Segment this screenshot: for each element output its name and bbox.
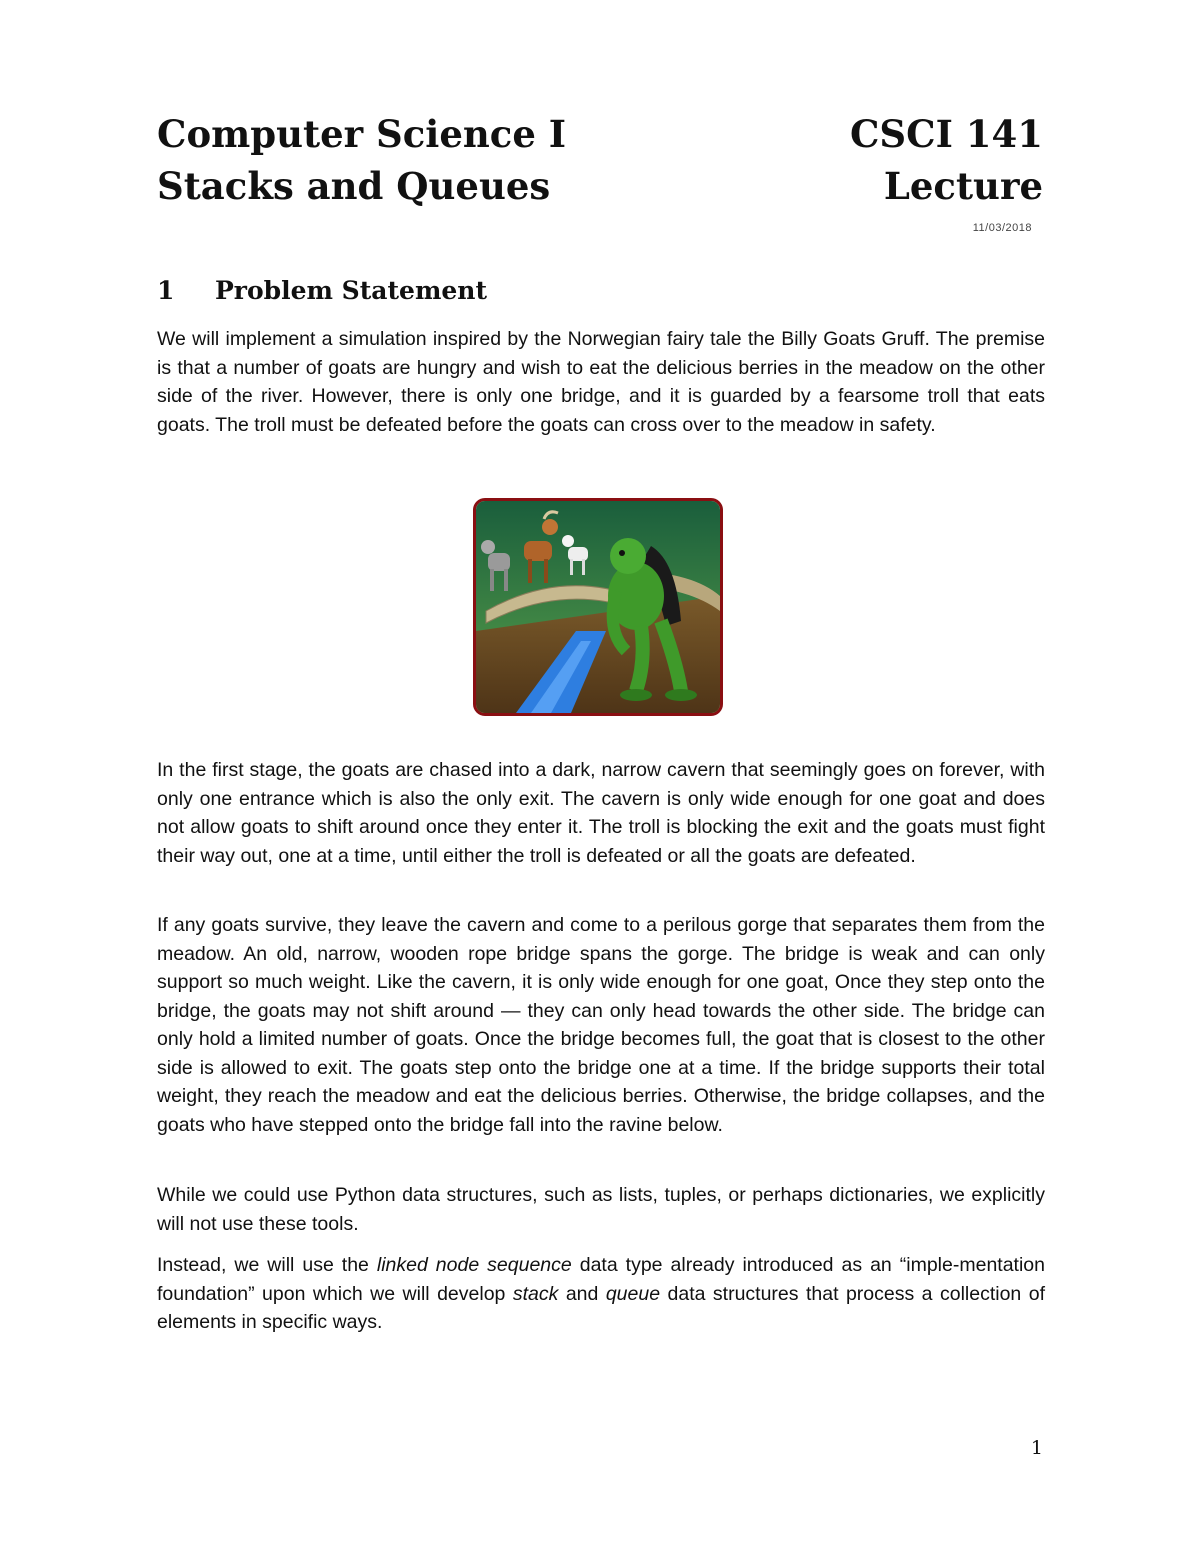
paragraph-python-structures: While we could use Python data structures, such as lists, tuples, or perhaps dictionaries, we explicitly will not use these tools. — [157, 1184, 1045, 1235]
header-row-2 — [157, 160, 1043, 212]
term-queue: queue — [605, 1282, 661, 1305]
section-number: 1 — [157, 276, 175, 305]
p5-text-a: Instead, we will use the — [157, 1254, 377, 1276]
p5-text-e: and — [558, 1282, 606, 1305]
lecture-topic: Stacks and Queues — [157, 164, 551, 208]
paragraph-bridge-stage: If any goats survive, they leave the cavern and come to a perilous gorge that separates them from the meadow. An old, narrow, wooden rope bridge spans the gorge. The bridge is weak and can only support so much weight. Like the cavern, it is only wide enough for one goat, Once they step onto the bridge, the goats may not shift around — they can only head towards the other side. The bridge can only hold a limited number of goats. Once the bridge becomes full, the goat that is closest to the other side is allowed to exit. The goats step onto the bridge one at a time. If the bridge supports their total weight, they reach the meadow and eat the delicious berries. Otherwise, the bridge collapses, and the goats who have stepped onto the bridge fall into the ravine below. — [157, 914, 1045, 1136]
section-title: Problem Statement — [215, 276, 488, 305]
header-row-1 — [157, 108, 1043, 160]
p5-text-c: data type already introduced as an “imple-mentation foundation” upon which we will develop — [157, 1254, 1045, 1305]
paragraph-linked-node-sequence — [157, 1251, 1045, 1337]
troll-bridge-scene — [476, 501, 720, 713]
term-linked-node-sequence: linked node sequence — [376, 1254, 572, 1276]
course-code: CSCI 141 — [849, 112, 1043, 156]
billy-goats-illustration — [473, 498, 723, 716]
p5-text-g: data structures that process a collection of elements in specific ways. — [157, 1282, 1045, 1333]
page-number: 1 — [1030, 1437, 1043, 1459]
paragraph-cavern-stage: In the first stage, the goats are chased into a dark, narrow cavern that seemingly goes on forever, with only one entrance which is also the only exit. The cavern is only wide enough for one goat and does not allow goats to shift around once they enter it. The troll is blocking the exit and the goats must fight their way out, one at a time, until either the troll is defeated or all the goats are defeated. — [157, 759, 1045, 867]
document-header — [157, 108, 1043, 212]
section-heading — [157, 276, 487, 305]
term-stack: stack — [512, 1282, 559, 1305]
paragraph-intro: We will implement a simulation inspired by the Norwegian fairy tale the Billy Goats Gruff. The premise is that a number of goats are hungry and wish to eat the delicious berries in the meadow on the other side of the river. However, there is only one bridge, and it is guarded by a fearsome troll that eats goats. The troll must be defeated before the goats can cross over to the meadow in safety. — [157, 328, 1045, 436]
course-title: Computer Science I — [157, 112, 567, 156]
document-type: Lecture — [883, 164, 1043, 208]
lecture-date: 11/03/2018 — [972, 222, 1032, 234]
